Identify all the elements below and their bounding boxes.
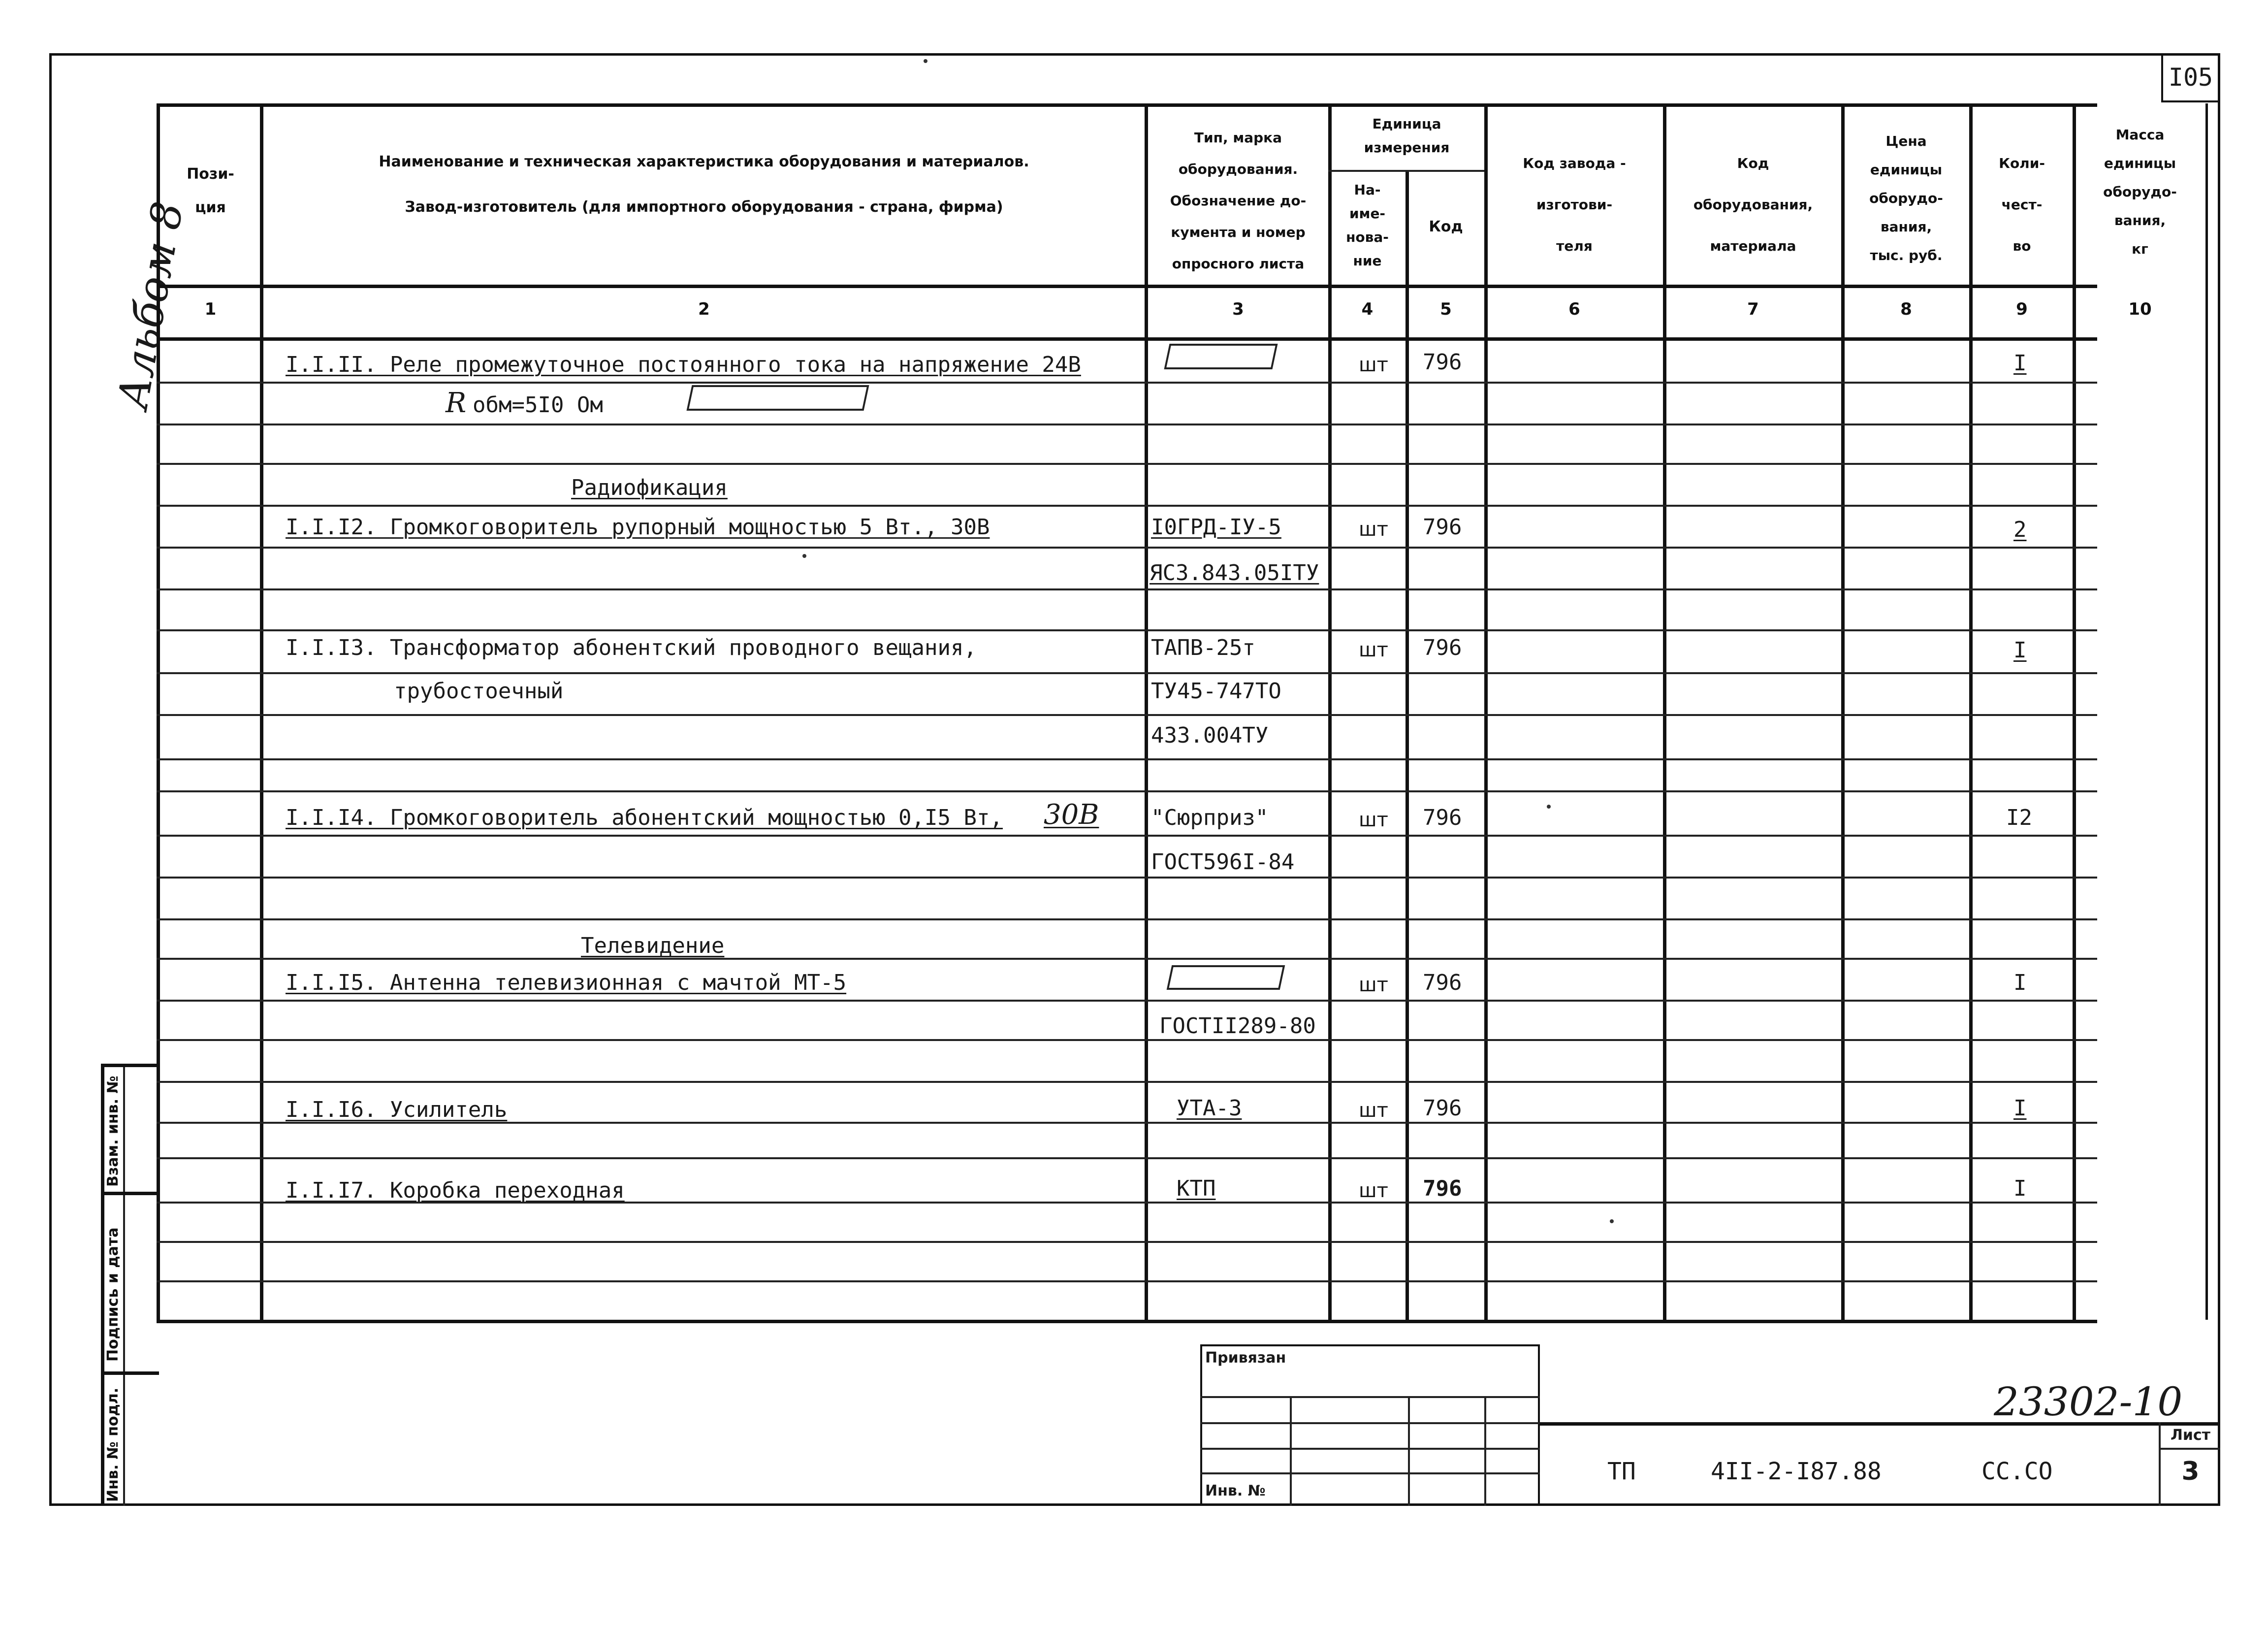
row-grid-line [157, 758, 2097, 760]
row-grid-line [157, 1280, 2097, 1282]
row-qty: I [2013, 638, 2027, 663]
row-code: 796 [1423, 970, 1462, 995]
section-radio: Радиофикация [571, 475, 728, 500]
col-line-5 [1484, 103, 1488, 1320]
margin-note: Альбом 8 [108, 198, 193, 413]
row-name-cont: трубостоечный [394, 679, 564, 704]
row-qty: I [2013, 1096, 2027, 1121]
row-code: 796 [1423, 515, 1462, 540]
row-qty: I2 [2006, 805, 2032, 830]
header-mass: Масса единицы оборудо- вания, кг [2103, 127, 2177, 257]
header-quantity: Коли- чест- во [1999, 155, 2045, 254]
stamp-podpis: Подпись и дата [104, 1227, 122, 1362]
row-name-2: обм=5I0 Ом [473, 392, 603, 418]
row-name: I.I.I6. Усилитель [286, 1097, 508, 1122]
stamp-left-line [101, 1064, 104, 1506]
header-unit: Единица измерения [1364, 116, 1450, 156]
row-grid-line [157, 463, 2097, 465]
doc-prefix: ТП [1607, 1458, 1636, 1485]
row-type: УТА-3 [1177, 1096, 1242, 1121]
stamp-vzam: Взам. инв. № [104, 1075, 122, 1187]
col-line-8 [1969, 103, 1973, 1320]
header-name-sub: Завод-изготовитель (для импортного оборудования - страна, фирма) [405, 198, 1003, 216]
row-code: 796 [1423, 635, 1462, 660]
section-tv: Телевидение [581, 933, 725, 958]
header-unit-name: На- име- нова- ние [1346, 182, 1389, 269]
colnum-4: 4 [1361, 299, 1374, 319]
stamp-top-line [101, 1064, 159, 1067]
row-type: ТУ45-747ТО [1151, 679, 1281, 704]
row-grid-line [157, 382, 2097, 384]
row-grid-line [157, 424, 2097, 425]
colnum-1: 1 [204, 299, 217, 319]
header-position: Пози- ция [187, 165, 234, 216]
colnum-bottom-line [157, 337, 2097, 341]
row-grid-line [157, 790, 2097, 792]
sheet-number-top: I05 [2168, 63, 2213, 92]
blank-type-box [1167, 965, 1285, 990]
row-unit: шт [1359, 809, 1388, 831]
row-grid-line [157, 714, 2097, 716]
title-sheet-line [2159, 1422, 2161, 1506]
row-name: I.I.I7. Коробка переходная [286, 1178, 625, 1203]
row-grid-line [157, 1157, 2097, 1159]
r-symbol: R [446, 387, 467, 419]
unit-split-line [1328, 170, 1484, 172]
stamp-divider-1 [101, 1192, 159, 1195]
privyazan-label: Привязан [1205, 1349, 1286, 1367]
row-grid-line [157, 958, 2097, 960]
colnum-6: 6 [1568, 299, 1580, 319]
colnum-8: 8 [1900, 299, 1912, 319]
row-type: КТП [1177, 1176, 1216, 1201]
scan-speck [802, 554, 806, 558]
sheet-label: Лист [2170, 1427, 2211, 1444]
row-grid-line [157, 835, 2097, 837]
row-code: 796 [1423, 805, 1462, 830]
col-line-3 [1328, 103, 1332, 1320]
privyazan-box [1200, 1344, 1540, 1506]
header-type: Тип, марка оборудования. Обозначение до- кумента и номер опросного листа [1170, 130, 1307, 272]
row-name: I.I.I4. Громкоговоритель абонентский мощностью 0,I5 Вт, [286, 805, 1003, 830]
row-unit: шт [1359, 1179, 1388, 1202]
row-type: "Сюрприз" [1151, 805, 1269, 830]
row-grid-line [157, 918, 2097, 920]
stamp-inv-podl: Инв. № подл. [104, 1387, 122, 1502]
row-grid-line [157, 1241, 2097, 1243]
blank-type-box [1164, 344, 1278, 369]
row-unit: шт [1359, 518, 1388, 541]
row-type: 433.004ТУ [1151, 723, 1269, 748]
col-line-4 [1406, 170, 1409, 1320]
row-grid-line [157, 588, 2097, 590]
header-equipment-code: Код оборудования, материала [1693, 155, 1813, 254]
privyazan-vline-2 [1408, 1396, 1410, 1506]
row-type: ГОСТII289-80 [1159, 1013, 1316, 1039]
header-bottom-line [157, 285, 2097, 288]
row-qty: I [2013, 351, 2027, 376]
header-factory-code: Код завода - изготови- теля [1523, 155, 1626, 254]
row-code: 796 [1423, 350, 1462, 375]
handwritten-number: 23302-10 [1994, 1379, 2183, 1425]
stamp-mid-line [123, 1064, 125, 1506]
privyazan-line-1 [1200, 1396, 1540, 1398]
doc-suffix: СС.СО [1981, 1458, 2053, 1485]
title-sheet-divider [2159, 1448, 2220, 1450]
blank-value-box [686, 385, 869, 411]
row-name-hand: 30В [1044, 799, 1099, 831]
doc-code: 4II-2-I87.88 [1711, 1458, 1882, 1485]
colnum-9: 9 [2016, 299, 2028, 319]
privyazan-line-3 [1200, 1448, 1540, 1450]
privyazan-vline-1 [1290, 1396, 1292, 1506]
header-price: Цена единицы оборудо- вания, тыс. руб. [1869, 133, 1943, 263]
col-line-6 [1663, 103, 1666, 1320]
col-line-2 [1145, 103, 1148, 1320]
col-line-0 [157, 103, 160, 1320]
row-name: I.I.I2. Громкоговоритель рупорный мощностью 5 Вт., 30В [286, 515, 990, 540]
row-unit: шт [1359, 974, 1388, 996]
row-grid-line [157, 877, 2097, 879]
row-qty: I [2013, 970, 2027, 995]
scan-speck [924, 59, 927, 63]
col-line-9 [2073, 103, 2076, 1320]
colnum-10: 10 [2128, 299, 2152, 319]
row-grid-line [157, 1000, 2097, 1002]
header-unit-code: Код [1429, 218, 1463, 235]
row-grid-line [157, 1039, 2097, 1041]
privyazan-line-4 [1200, 1472, 1540, 1474]
table-bottom-line [157, 1320, 2097, 1323]
colnum-7: 7 [1747, 299, 1759, 319]
row-unit: шт [1359, 639, 1388, 661]
row-qty: 2 [2013, 517, 2027, 542]
scan-speck [1610, 1219, 1614, 1223]
row-unit: шт [1359, 354, 1388, 376]
row-grid-line [157, 505, 2097, 507]
row-type: ТАПВ-25т [1151, 635, 1255, 660]
row-name: I.I.II. Реле промежуточное постоянного тока на напряжение 24В [286, 352, 1081, 377]
inv-label: Инв. № [1205, 1482, 1266, 1499]
row-code: 796 [1423, 1096, 1462, 1121]
header-name: Наименование и техническая характеристика оборудования и материалов. [379, 153, 1029, 170]
row-grid-line [157, 547, 2097, 549]
row-code: 796 [1423, 1176, 1462, 1201]
row-grid-line [157, 629, 2097, 631]
colnum-2: 2 [698, 299, 710, 319]
sheet-value: 3 [2181, 1457, 2200, 1486]
privyazan-line-2 [1200, 1422, 1540, 1424]
table-top-line [157, 103, 2097, 107]
outer-frame [49, 53, 2220, 1506]
scan-speck [1547, 805, 1551, 809]
stamp-divider-2 [101, 1371, 159, 1375]
col-line-7 [1841, 103, 1845, 1320]
row-grid-line [157, 672, 2097, 674]
row-name: I.I.I3. Трансформатор абонентский проводного вещания, [286, 635, 977, 660]
row-type: ЯС3.843.05IТУ [1150, 560, 1319, 586]
colnum-5: 5 [1440, 299, 1452, 319]
row-qty: I [2013, 1176, 2027, 1201]
privyazan-vline-3 [1484, 1396, 1486, 1506]
row-unit: шт [1359, 1099, 1388, 1122]
row-type: I0ГРД-IУ-5 [1151, 515, 1281, 540]
colnum-3: 3 [1232, 299, 1244, 319]
col-line-1 [260, 103, 263, 1320]
row-type: ГОСТ596I-84 [1151, 849, 1295, 875]
row-name: I.I.I5. Антенна телевизионная с мачтой МТ-5 [286, 970, 847, 995]
col-line-10 [2205, 103, 2208, 1320]
row-grid-line [157, 1081, 2097, 1083]
